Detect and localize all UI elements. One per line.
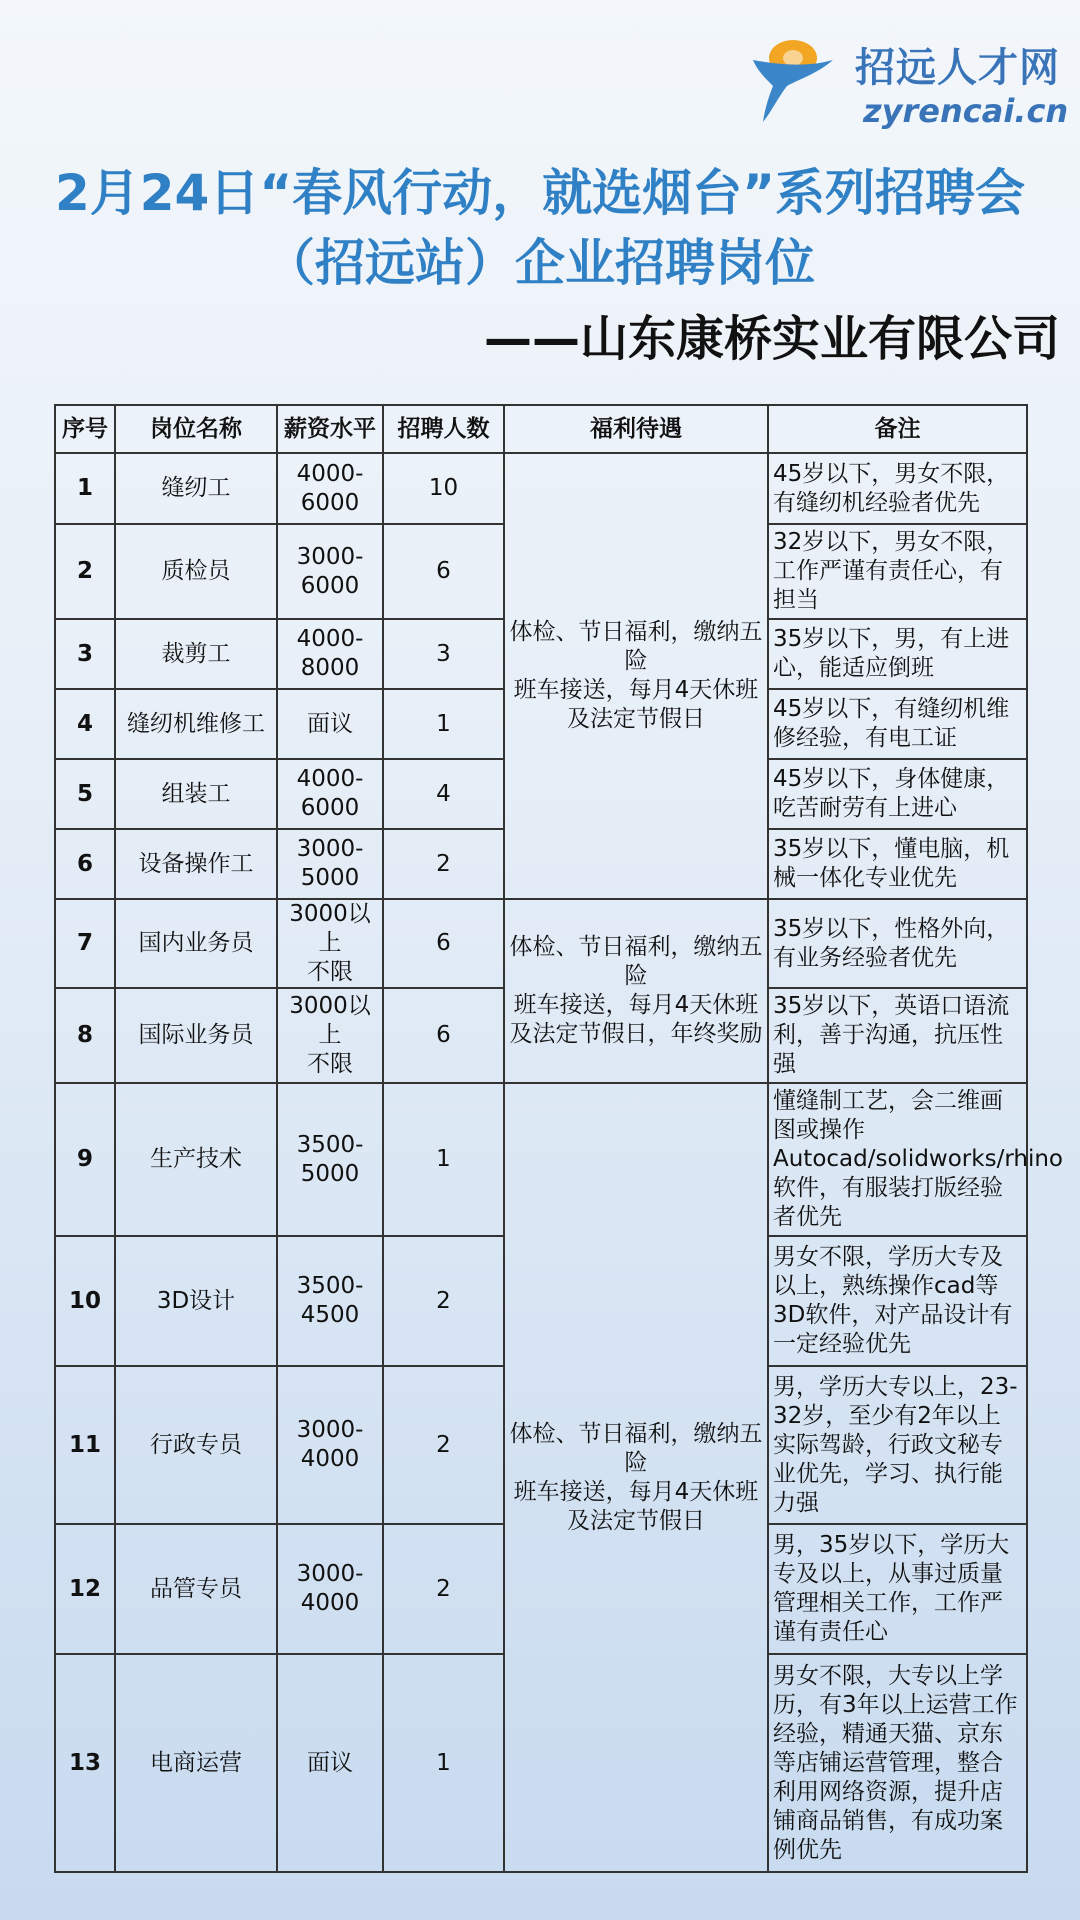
cell-salary: 3000以上 不限 <box>277 988 383 1083</box>
cell-position: 3D设计 <box>115 1236 277 1366</box>
cell-salary: 4000- 6000 <box>277 453 383 524</box>
cell-position: 缝纫工 <box>115 453 277 524</box>
cell-seq: 8 <box>55 988 115 1083</box>
page-title-line2: （招远站）企业招聘岗位 <box>265 234 815 292</box>
cell-count: 2 <box>383 1236 504 1366</box>
cell-seq: 10 <box>55 1236 115 1366</box>
cell-salary: 3000- 6000 <box>277 524 383 619</box>
cell-position: 行政专员 <box>115 1366 277 1524</box>
cell-count: 1 <box>383 1083 504 1236</box>
col-header-note: 备注 <box>768 405 1027 453</box>
table-header-row <box>55 405 1027 453</box>
cell-seq: 11 <box>55 1366 115 1524</box>
cell-position: 质检员 <box>115 524 277 619</box>
cell-note: 男女不限，学历大专及以上，熟练操作cad等3D软件，对产品设计有一定经验优先 <box>768 1236 1027 1366</box>
cell-count: 3 <box>383 619 504 689</box>
cell-note: 男，35岁以下，学历大专及以上，从事过质量管理相关工作，工作严谨有责任心 <box>768 1524 1027 1654</box>
cell-seq: 6 <box>55 829 115 899</box>
cell-position: 缝纫机维修工 <box>115 689 277 759</box>
cell-count: 2 <box>383 1524 504 1654</box>
cell-seq: 9 <box>55 1083 115 1236</box>
cell-note: 懂缝制工艺，会二维画图或操作Autocad/solidworks/rhino软件，有服装打版经验者优先 <box>768 1083 1027 1236</box>
cell-seq: 4 <box>55 689 115 759</box>
cell-note: 45岁以下，男女不限，有缝纫机经验者优先 <box>768 453 1027 524</box>
job-table <box>54 404 1063 1873</box>
cell-count: 1 <box>383 1654 504 1872</box>
cell-welfare: 体检、节日福利，缴纳五险 班车接送，每月4天休班及法定节假日 <box>504 1083 768 1872</box>
cell-salary: 3500- 4500 <box>277 1236 383 1366</box>
cell-count: 4 <box>383 759 504 829</box>
cell-position: 设备操作工 <box>115 829 277 899</box>
cell-salary: 面议 <box>277 1654 383 1872</box>
cell-note: 男，学历大专以上，23-32岁，至少有2年以上实际驾龄，行政文秘专业优先，学习、执行能力强 <box>768 1366 1027 1524</box>
cell-seq: 5 <box>55 759 115 829</box>
cell-note: 35岁以下，性格外向，有业务经验者优先 <box>768 899 1027 988</box>
cell-count: 6 <box>383 524 504 619</box>
cell-position: 国内业务员 <box>115 899 277 988</box>
cell-count: 6 <box>383 988 504 1083</box>
cell-note: 35岁以下，男，有上进心，能适应倒班 <box>768 619 1027 689</box>
cell-note: 35岁以下，懂电脑，机械一体化专业优先 <box>768 829 1027 899</box>
cell-salary: 3000- 5000 <box>277 829 383 899</box>
col-header-count: 招聘人数 <box>383 405 504 453</box>
cell-position: 电商运营 <box>115 1654 277 1872</box>
runner-logo-icon <box>735 22 845 127</box>
cell-note: 35岁以下，英语口语流利，善于沟通，抗压性强 <box>768 988 1027 1083</box>
col-header-position: 岗位名称 <box>115 405 277 453</box>
col-header-salary: 薪资水平 <box>277 405 383 453</box>
logo-domain: zyrencai.cn <box>863 92 1069 130</box>
cell-count: 2 <box>383 829 504 899</box>
cell-position: 品管专员 <box>115 1524 277 1654</box>
cell-salary: 3000- 4000 <box>277 1366 383 1524</box>
cell-seq: 1 <box>55 453 115 524</box>
cell-welfare: 体检、节日福利，缴纳五险 班车接送，每月4天休班及法定节假日 <box>504 453 768 899</box>
cell-note: 男女不限，大专以上学历，有3年以上运营工作经验，精通天猫、京东等店铺运营管理，整合利用网络资源，提升店铺商品销售，有成功案例优先 <box>768 1654 1027 1872</box>
logo-name: 招远人才网 <box>855 45 1060 91</box>
company-name: ——山东康桥实业有限公司 <box>483 311 1060 367</box>
cell-seq: 7 <box>55 899 115 988</box>
cell-count: 1 <box>383 689 504 759</box>
cell-salary: 3500- 5000 <box>277 1083 383 1236</box>
table-row <box>55 453 1027 524</box>
cell-position: 生产技术 <box>115 1083 277 1236</box>
cell-note: 45岁以下，身体健康，吃苦耐劳有上进心 <box>768 759 1027 829</box>
cell-welfare: 体检、节日福利，缴纳五险 班车接送，每月4天休班及法定节假日，年终奖励 <box>504 899 768 1083</box>
cell-seq: 3 <box>55 619 115 689</box>
cell-salary: 4000- 6000 <box>277 759 383 829</box>
cell-count: 10 <box>383 453 504 524</box>
cell-seq: 2 <box>55 524 115 619</box>
cell-salary: 4000- 8000 <box>277 619 383 689</box>
cell-count: 6 <box>383 899 504 988</box>
table-row <box>55 1083 1027 1236</box>
cell-seq: 12 <box>55 1524 115 1654</box>
cell-seq: 13 <box>55 1654 115 1872</box>
cell-note: 45岁以下，有缝纫机维修经验，有电工证 <box>768 689 1027 759</box>
page-title-line1: 2月24日“春风行动，就选烟台”系列招聘会 <box>54 164 1026 222</box>
cell-position: 组装工 <box>115 759 277 829</box>
cell-salary: 面议 <box>277 689 383 759</box>
cell-note: 32岁以下，男女不限，工作严谨有责任心，有担当 <box>768 524 1027 619</box>
col-header-welfare: 福利待遇 <box>504 405 768 453</box>
site-logo[interactable] <box>735 22 1069 130</box>
cell-salary: 3000以上 不限 <box>277 899 383 988</box>
cell-position: 裁剪工 <box>115 619 277 689</box>
cell-salary: 3000- 4000 <box>277 1524 383 1654</box>
col-header-seq: 序号 <box>55 405 115 453</box>
cell-position: 国际业务员 <box>115 988 277 1083</box>
table-row <box>55 899 1027 988</box>
cell-count: 2 <box>383 1366 504 1524</box>
